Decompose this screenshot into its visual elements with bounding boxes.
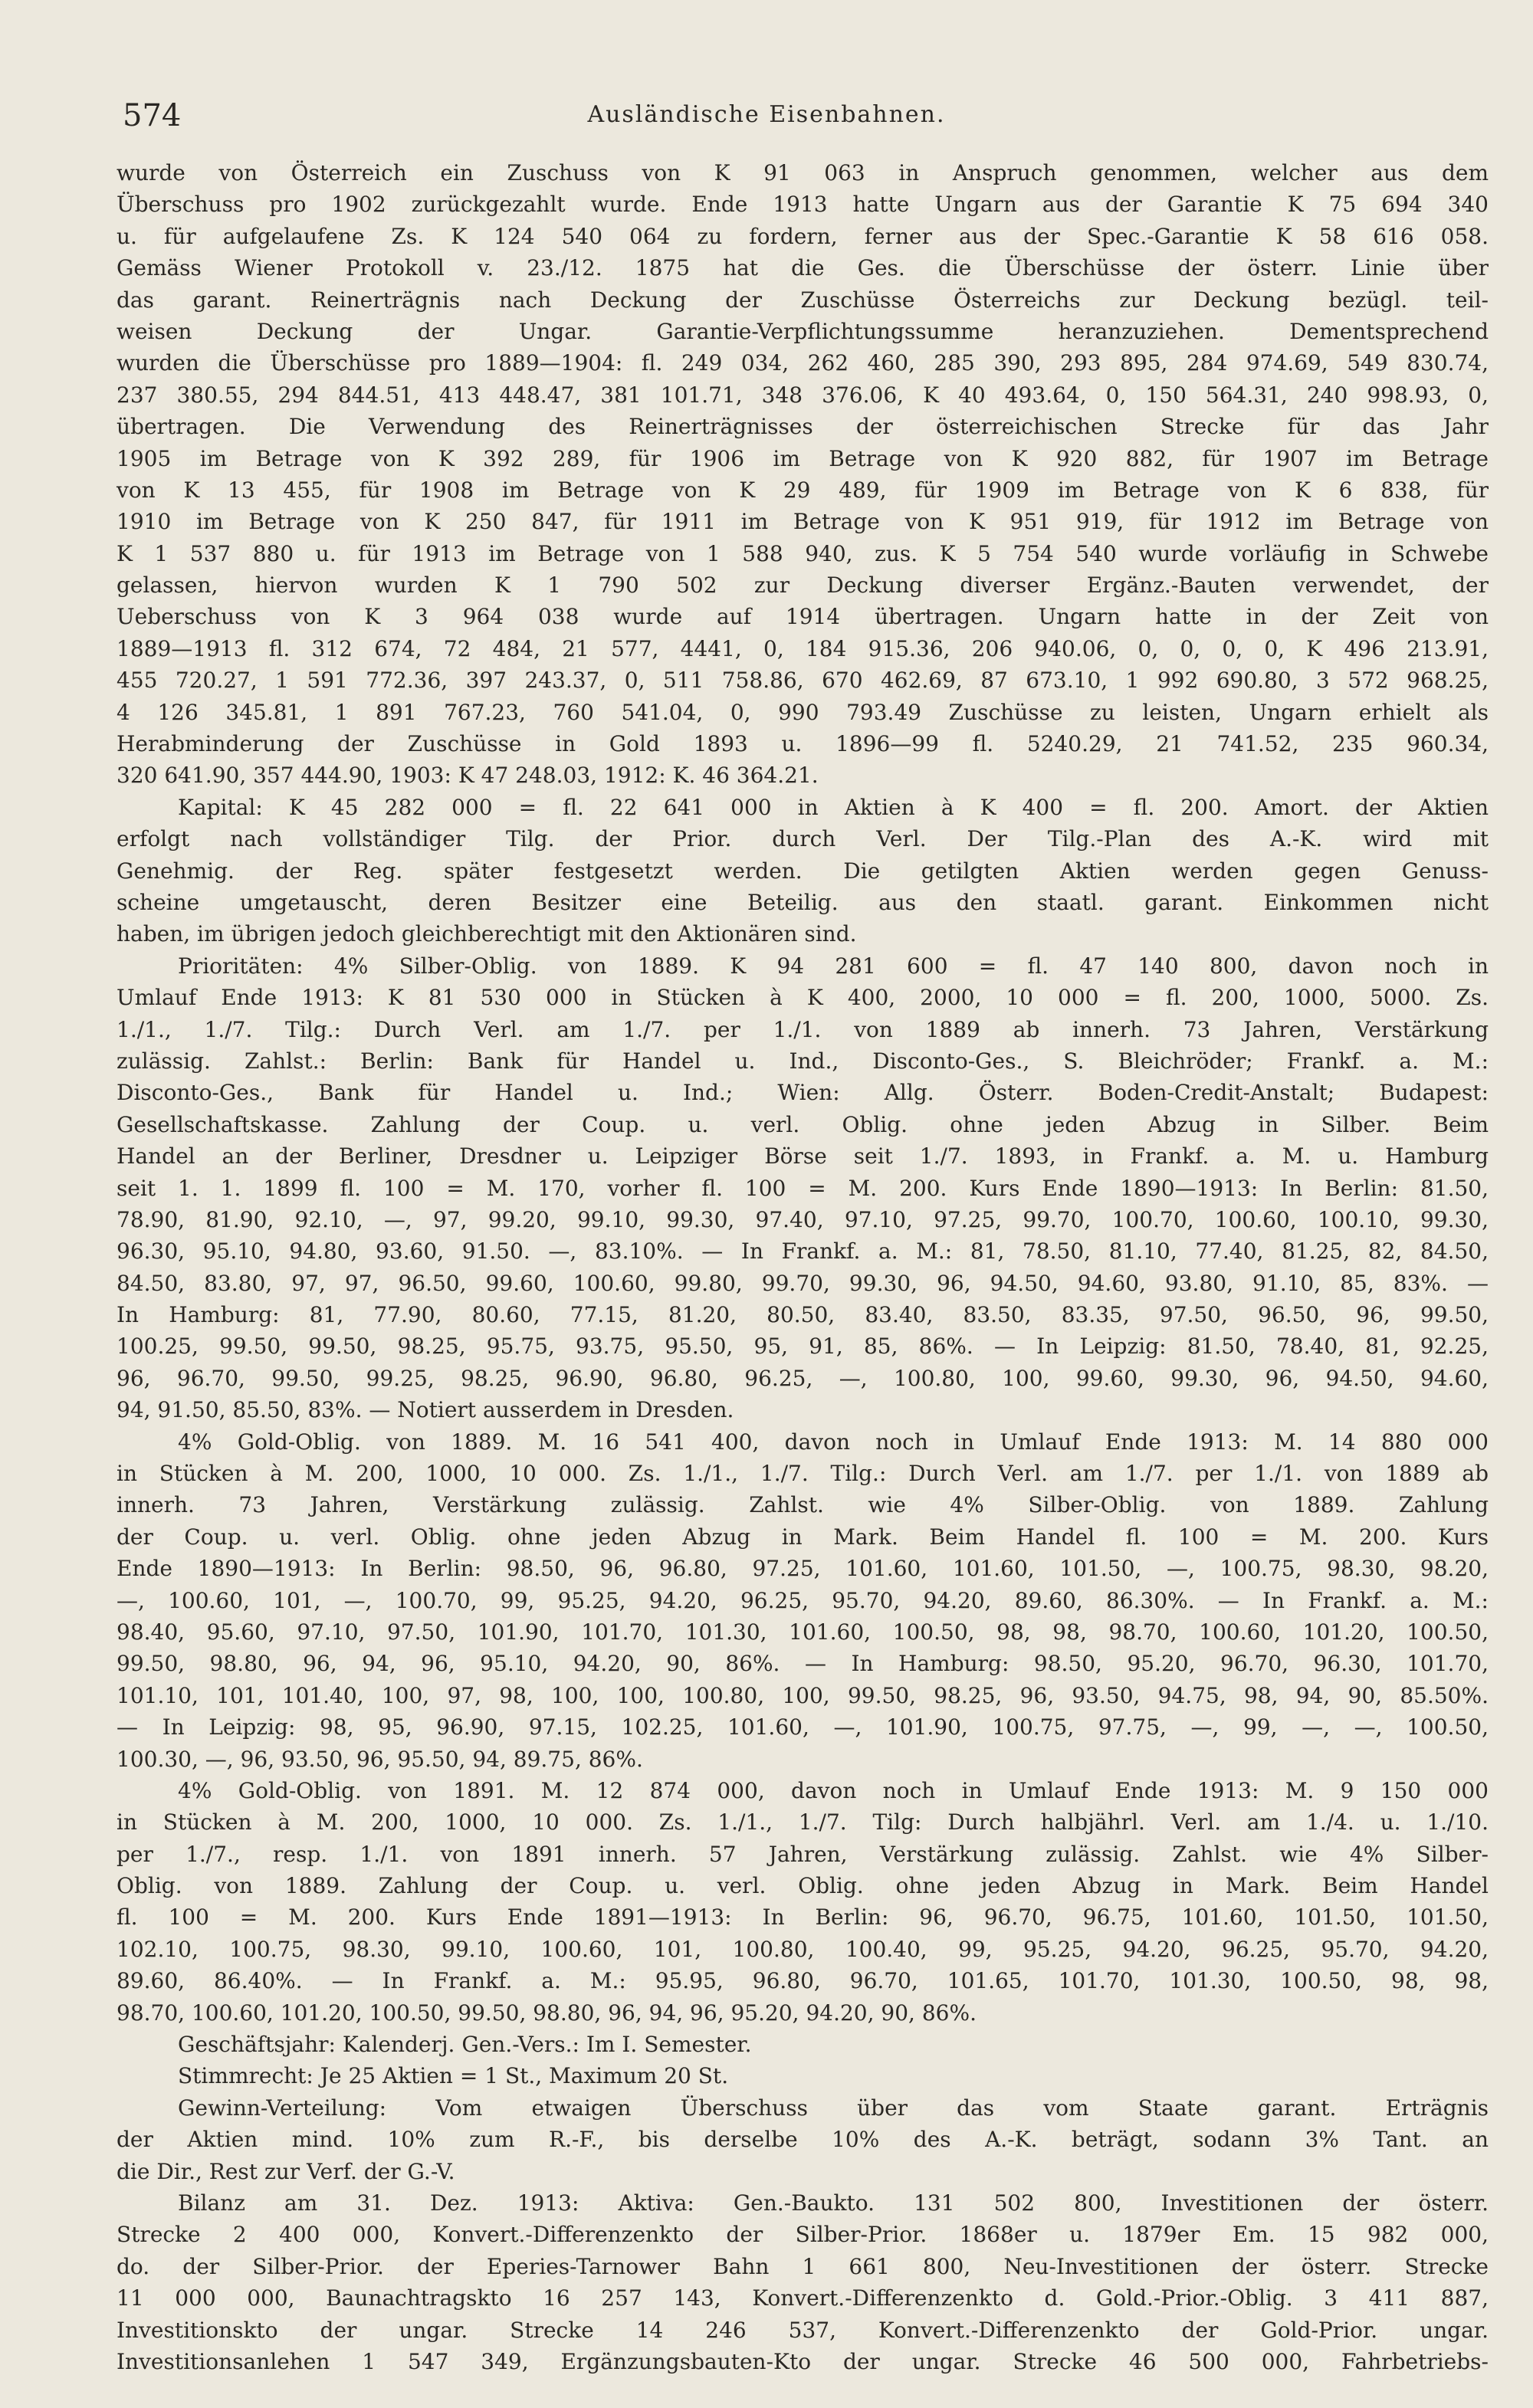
text-line: per 1./7., resp. 1./1. von 1891 innerh. 57 Jahren, Verstärkung zulässig. Zahlst. wie 4% Silber- [117, 1841, 1489, 1867]
text-line: 4% Gold-Oblig. von 1889. M. 16 541 400, davon noch in Umlauf Ende 1913: M. 14 880 000 [178, 1429, 1489, 1455]
text-line: Gemäss Wiener Protokoll v. 23./12. 1875 hat die Ges. die Überschüsse der österr. Linie über [117, 255, 1489, 281]
text-line: 1889—1913 fl. 312 674, 72 484, 21 577, 4441, 0, 184 915.36, 206 940.06, 0, 0, 0, 0, K 496 213.91, [117, 635, 1489, 661]
text-line: 4 126 345.81, 1 891 767.23, 760 541.04, 0, 990 793.49 Zuschüsse zu leisten, Ungarn erhielt als [117, 699, 1489, 725]
text-line: do. der Silber-Prior. der Eperies-Tarnower Bahn 1 661 800, Neu-Investitionen der österr. Strecke [117, 2253, 1489, 2279]
text-line: die Dir., Rest zur Verf. der G.-V. [117, 2158, 455, 2184]
text-line: 100.25, 99.50, 99.50, 98.25, 95.75, 93.75, 95.50, 95, 91, 85, 86%. — In Leipzig: 81.50, 78.40, 81, 92.25, [117, 1334, 1489, 1360]
text-line: 237 380.55, 294 844.51, 413 448.47, 381 101.71, 348 376.06, K 40 493.64, 0, 150 564.31, 240 998.93, 0, [117, 382, 1489, 408]
text-line: 96, 96.70, 99.50, 99.25, 98.25, 96.90, 96.80, 96.25, —, 100.80, 100, 99.60, 99.30, 96, 94.50, 94.60, [117, 1365, 1489, 1391]
text-line: 4% Gold-Oblig. von 1891. M. 12 874 000, davon noch in Umlauf Ende 1913: M. 9 150 000 [178, 1777, 1489, 1803]
text-line: Prioritäten: 4% Silber-Oblig. von 1889. K 94 281 600 = fl. 47 140 800, davon noch in [178, 953, 1489, 979]
text-line: Überschuss pro 1902 zurückgezahlt wurde. Ende 1913 hatte Ungarn aus der Garantie K 75 694 340 [117, 192, 1489, 218]
text-line: 98.70, 100.60, 101.20, 100.50, 99.50, 98.80, 96, 94, 96, 95.20, 94.20, 90, 86%. [117, 2000, 977, 2026]
text-line: in Stücken à M. 200, 1000, 10 000. Zs. 1./1., 1./7. Tilg: Durch halbjährl. Verl. am 1./4. u. 1./10. [117, 1809, 1489, 1836]
text-line: Geschäftsjahr: Kalenderj. Gen.-Vers.: Im I. Semester. [178, 2032, 752, 2058]
text-line: innerh. 73 Jahren, Verstärkung zulässig. Zahlst. wie 4% Silber-Oblig. von 1889. Zahlung [117, 1492, 1489, 1518]
page-number: 574 [123, 98, 182, 133]
text-line: K 1 537 880 u. für 1913 im Betrage von 1 588 940, zus. K 5 754 540 wurde vorläufig in Schwebe [117, 540, 1489, 566]
body-text [117, 157, 1489, 2377]
text-line: Strecke 2 400 000, Konvert.-Differenzenkto der Silber-Prior. 1868er u. 1879er Em. 15 982 000, [117, 2222, 1489, 2248]
text-line: 98.40, 95.60, 97.10, 97.50, 101.90, 101.70, 101.30, 101.60, 100.50, 98, 98, 98.70, 100.60, 101.20, 100.50, [117, 1619, 1489, 1645]
text-line: 94, 91.50, 85.50, 83%. — Notiert ausserdem in Dresden. [117, 1397, 734, 1423]
text-line: von K 13 455, für 1908 im Betrage von K 29 489, für 1909 im Betrage von K 6 838, für [117, 477, 1489, 503]
text-line: scheine umgetauscht, deren Besitzer eine Beteilig. aus den staatl. garant. Einkommen nicht [117, 889, 1489, 915]
text-line: zulässig. Zahlst.: Berlin: Bank für Handel u. Ind., Disconto-Ges., S. Bleichröder; Frankf. a. M.: [117, 1048, 1489, 1074]
text-line: Umlauf Ende 1913: K 81 530 000 in Stücken à K 400, 2000, 10 000 = fl. 200, 1000, 5000. Zs. [117, 985, 1489, 1011]
text-line: Oblig. von 1889. Zahlung der Coup. u. verl. Oblig. ohne jeden Abzug in Mark. Beim Handel [117, 1873, 1489, 1899]
text-line: Gewinn-Verteilung: Vom etwaigen Überschuss über das vom Staate garant. Erträgnis [178, 2095, 1489, 2121]
text-line: wurde von Österreich ein Zuschuss von K 91 063 in Anspruch genommen, welcher aus dem [117, 160, 1489, 185]
text-line: 96.30, 95.10, 94.80, 93.60, 91.50. —, 83.10%. — In Frankf. a. M.: 81, 78.50, 81.10, 77.40, 81.25, 82, 84.50, [117, 1238, 1489, 1265]
text-line: Bilanz am 31. Dez. 1913: Aktiva: Gen.-Baukto. 131 502 800, Investitionen der österr. [178, 2190, 1489, 2216]
text-line: — In Leipzig: 98, 95, 96.90, 97.15, 102.25, 101.60, —, 101.90, 100.75, 97.75, —, 99, —, —, 100.50, [117, 1714, 1489, 1740]
text-line: Investitionsanlehen 1 547 349, Ergänzungsbauten-Kto der ungar. Strecke 46 500 000, Fahrbetriebs- [117, 2348, 1489, 2374]
text-line: 100.30, —, 96, 93.50, 96, 95.50, 94, 89.75, 86%. [117, 1746, 643, 1772]
text-line: 1905 im Betrage von K 392 289, für 1906 im Betrage von K 920 882, für 1907 im Betrage [117, 445, 1489, 471]
text-line: das garant. Reinerträgnis nach Deckung der Zuschüsse Österreichs zur Deckung bezügl. teil- [117, 287, 1489, 313]
text-line: Gesellschaftskasse. Zahlung der Coup. u. verl. Oblig. ohne jeden Abzug in Silber. Beim [117, 1111, 1489, 1137]
text-line: Ueberschuss von K 3 964 038 wurde auf 1914 übertragen. Ungarn hatte in der Zeit von [117, 604, 1489, 630]
text-line: erfolgt nach vollständiger Tilg. der Prior. durch Verl. Der Tilg.-Plan des A.-K. wird mit [117, 826, 1489, 852]
text-line: Handel an der Berliner, Dresdner u. Leipziger Börse seit 1./7. 1893, in Frankf. a. M. u. Hamburg [117, 1143, 1489, 1170]
text-line: seit 1. 1. 1899 fl. 100 = M. 170, vorher fl. 100 = M. 200. Kurs Ende 1890—1913: In Berlin: 81.50, [117, 1175, 1489, 1201]
text-line: Stimmrecht: Je 25 Aktien = 1 St., Maximum 20 St. [178, 2063, 729, 2089]
text-line: fl. 100 = M. 200. Kurs Ende 1891—1913: In Berlin: 96, 96.70, 96.75, 101.60, 101.50, 101.50, [117, 1904, 1489, 1931]
text-line: —, 100.60, 101, —, 100.70, 99, 95.25, 94.20, 96.25, 95.70, 94.20, 89.60, 86.30%. — In Frankf. a. M.: [117, 1587, 1489, 1613]
text-line: Investitionskto der ungar. Strecke 14 246 537, Konvert.-Differenzenkto der Gold-Prior. ungar. [117, 2317, 1489, 2343]
text-line: gelassen, hiervon wurden K 1 790 502 zur Deckung diverser Ergänz.-Bauten verwendet, der [117, 572, 1489, 599]
text-line: Kapital: K 45 282 000 = fl. 22 641 000 in Aktien à K 400 = fl. 200. Amort. der Aktien [178, 794, 1489, 820]
text-line: 1./1., 1./7. Tilg.: Durch Verl. am 1./7. per 1./1. von 1889 ab innerh. 73 Jahren, Verstärkung [117, 1016, 1489, 1042]
text-line: in Stücken à M. 200, 1000, 10 000. Zs. 1./1., 1./7. Tilg.: Durch Verl. am 1./7. per 1./1. von 1889 ab [117, 1461, 1489, 1487]
text-line: u. für aufgelaufene Zs. K 124 540 064 zu fordern, ferner aus der Spec.-Garantie K 58 616 058. [117, 223, 1489, 249]
text-line: In Hamburg: 81, 77.90, 80.60, 77.15, 81.20, 80.50, 83.40, 83.50, 83.35, 97.50, 96.50, 96, 99.50, [117, 1302, 1489, 1328]
text-line: Genehmig. der Reg. später festgesetzt werden. Die getilgten Aktien werden gegen Genuss- [117, 858, 1489, 884]
text-line: Ende 1890—1913: In Berlin: 98.50, 96, 96.80, 97.25, 101.60, 101.60, 101.50, —, 100.75, 98.30, 98.20, [117, 1556, 1489, 1582]
text-line: weisen Deckung der Ungar. Garantie-Verpflichtungssumme heranzuziehen. Dementsprechend [117, 318, 1489, 344]
text-line: 101.10, 101, 101.40, 100, 97, 98, 100, 100, 100.80, 100, 99.50, 98.25, 96, 93.50, 94.75, 98, 94, 90, 85.50%. [117, 1682, 1489, 1708]
text-line: 320 641.90, 357 444.90, 1903: K 47 248.03, 1912: K. 46 364.21. [117, 763, 819, 789]
text-line: 99.50, 98.80, 96, 94, 96, 95.10, 94.20, 90, 86%. — In Hamburg: 98.50, 95.20, 96.70, 96.30, 101.70, [117, 1651, 1489, 1677]
text-line: der Aktien mind. 10% zum R.-F., bis derselbe 10% des A.-K. beträgt, sodann 3% Tant. an [117, 2127, 1489, 2153]
text-line: 455 720.27, 1 591 772.36, 397 243.37, 0, 511 758.86, 670 462.69, 87 673.10, 1 992 690.80, 3 572 968.25, [117, 668, 1489, 694]
running-title: Ausländische Eisenbahnen. [587, 101, 946, 128]
text-line: Disconto-Ges., Bank für Handel u. Ind.; Wien: Allg. Österr. Boden-Credit-Anstalt; Budapest: [117, 1080, 1489, 1106]
text-line: 1910 im Betrage von K 250 847, für 1911 im Betrage von K 951 919, für 1912 im Betrage von [117, 509, 1489, 535]
text-line: 84.50, 83.80, 97, 97, 96.50, 99.60, 100.60, 99.80, 99.70, 99.30, 96, 94.50, 94.60, 93.80, 91.10, 85, 83%. — [117, 1270, 1489, 1296]
text-line: haben, im übrigen jedoch gleichberechtigt mit den Aktionären sind. [117, 921, 857, 947]
text-line: Herabminderung der Zuschüsse in Gold 1893 u. 1896—99 fl. 5240.29, 21 741.52, 235 960.34, [117, 731, 1489, 757]
text-line: wurden die Überschüsse pro 1889—1904: fl. 249 034, 262 460, 285 390, 293 895, 284 974.69, 549 830.74, [117, 350, 1489, 376]
text-line: 78.90, 81.90, 92.10, —, 97, 99.20, 99.10, 99.30, 97.40, 97.10, 97.25, 99.70, 100.70, 100.60, 100.10, 99.30, [117, 1206, 1489, 1232]
text-line: 102.10, 100.75, 98.30, 99.10, 100.60, 101, 100.80, 100.40, 99, 95.25, 94.20, 96.25, 95.70, 94.20, [117, 1936, 1489, 1962]
text-line: 11 000 000, Baunachtragskto 16 257 143, Konvert.-Differenzenkto d. Gold.-Prior.-Oblig. 3 411 887, [117, 2285, 1489, 2311]
text-line: 89.60, 86.40%. — In Frankf. a. M.: 95.95, 96.80, 96.70, 101.65, 101.70, 101.30, 100.50, 98, 98, [117, 1968, 1489, 1994]
text-line: übertragen. Die Verwendung des Reinerträgnisses der österreichischen Strecke für das Jahr [117, 414, 1489, 440]
text-line: der Coup. u. verl. Oblig. ohne jeden Abzug in Mark. Beim Handel fl. 100 = M. 200. Kurs [117, 1524, 1489, 1550]
